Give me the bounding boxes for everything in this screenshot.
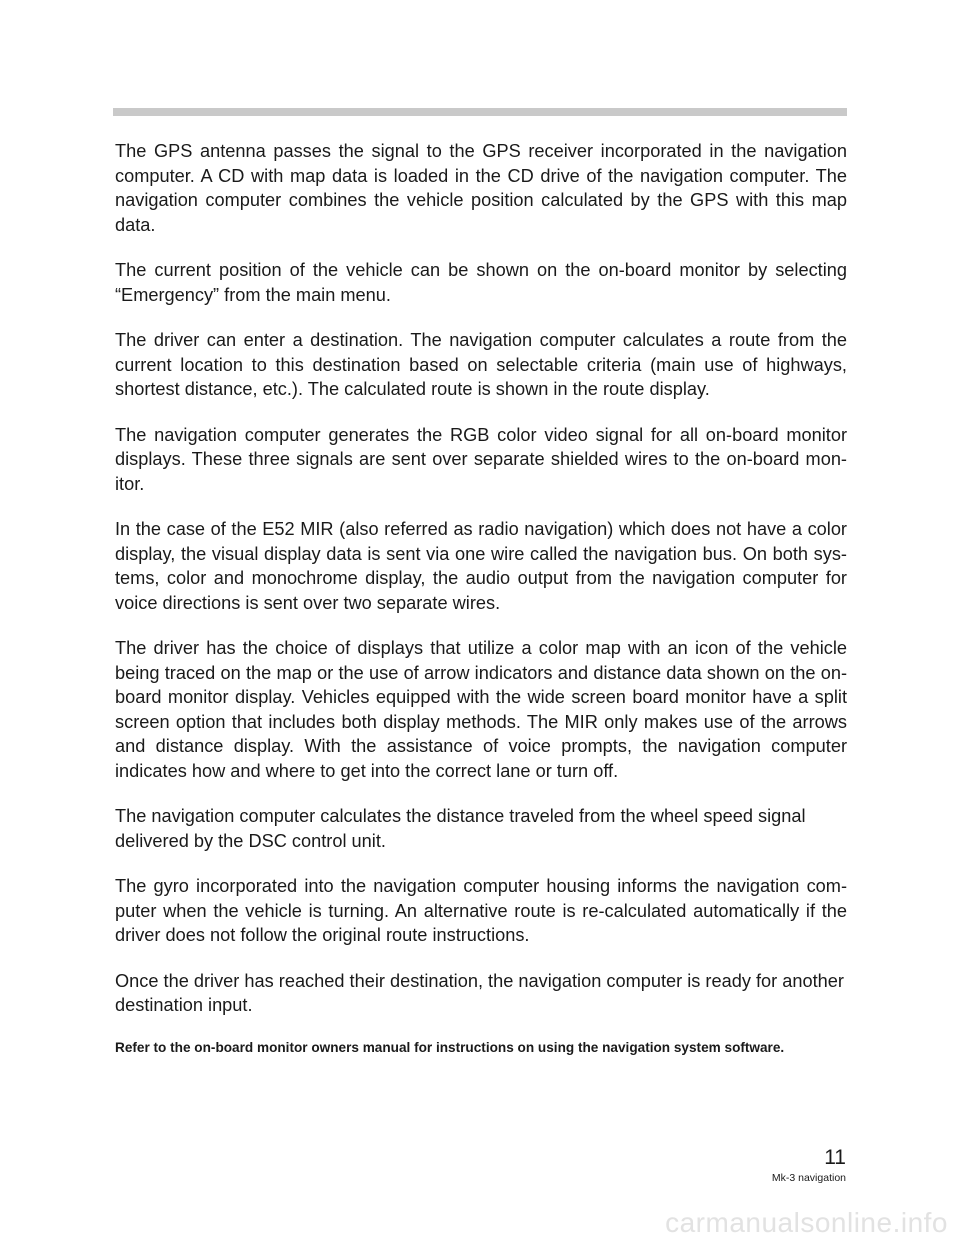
paragraph-wheel-speed: The navigation computer calculates the distance traveled from the wheel speed signal delivered by the DSC control unit. — [115, 806, 806, 851]
header-rule — [113, 108, 847, 116]
paragraph-gps-antenna: The GPS antenna passes the signal to the GPS receiver incorporated in the navigation computer. A CD with map data is loaded in the CD drive of the navigation computer. The navigation computer combines the vehicle position calculated by the GPS with this map data. — [115, 141, 847, 235]
page-number: 11 — [824, 1146, 846, 1169]
paragraph-destination-entry: The driver can enter a destination. The navigation computer calculates a route from the current location to this destination based on selectable criteria (main use of highways, shortest distance, etc.). The calculated route is shown in the route display. — [115, 330, 847, 399]
paragraph-rgb-signal: The navigation computer generates the RGB color video signal for all on-board monitor displays. These three signals are sent over separate shielded wires to the on-board mon-itor. — [115, 424, 847, 494]
paragraph-destination-reached: Once the driver has reached their destination, the navigation computer is ready for another destination input. — [115, 970, 844, 1015]
owners-manual-note: Refer to the on-board monitor owners manual for instructions on using the navigation system software. — [115, 1039, 785, 1055]
paragraph-display-choice: The driver has the choice of displays that utilize a color map with an icon of the vehicle being traced on the map or the use of arrow indicators and distance data shown on the on-board monitor display. Vehicles equipped with the wide screen board monitor have a split screen option that includes both display methods. The MIR only makes use of the arrows and distance display. With the assistance of voice prompts, the navigation computer indicates how and where to get into the correct lane or turn off. — [115, 638, 847, 781]
section-label: Mk-3 navigation — [771, 1172, 846, 1184]
paragraph-current-position: The current position of the vehicle can be shown on the on-board monitor by selecting “Emergency” from the main menu. — [115, 260, 847, 305]
body-text — [115, 139, 847, 1057]
paragraph-e52-mir: In the case of the E52 MIR (also referred as radio navigation) which does not have a color display, the visual display data is sent via one wire called the navigation bus. On both sys-tems, color and monochrome display, the audio output from the navigation computer for voice directions is sent over two separate wires. — [115, 519, 847, 613]
watermark: carmanualsonline.info — [665, 1207, 948, 1238]
paragraph-gyro: The gyro incorporated into the navigation computer housing informs the navigation com-puter when the vehicle is turning. An alternative route is re-calculated automatically if the driver does not follow the original route instructions. — [115, 876, 847, 945]
